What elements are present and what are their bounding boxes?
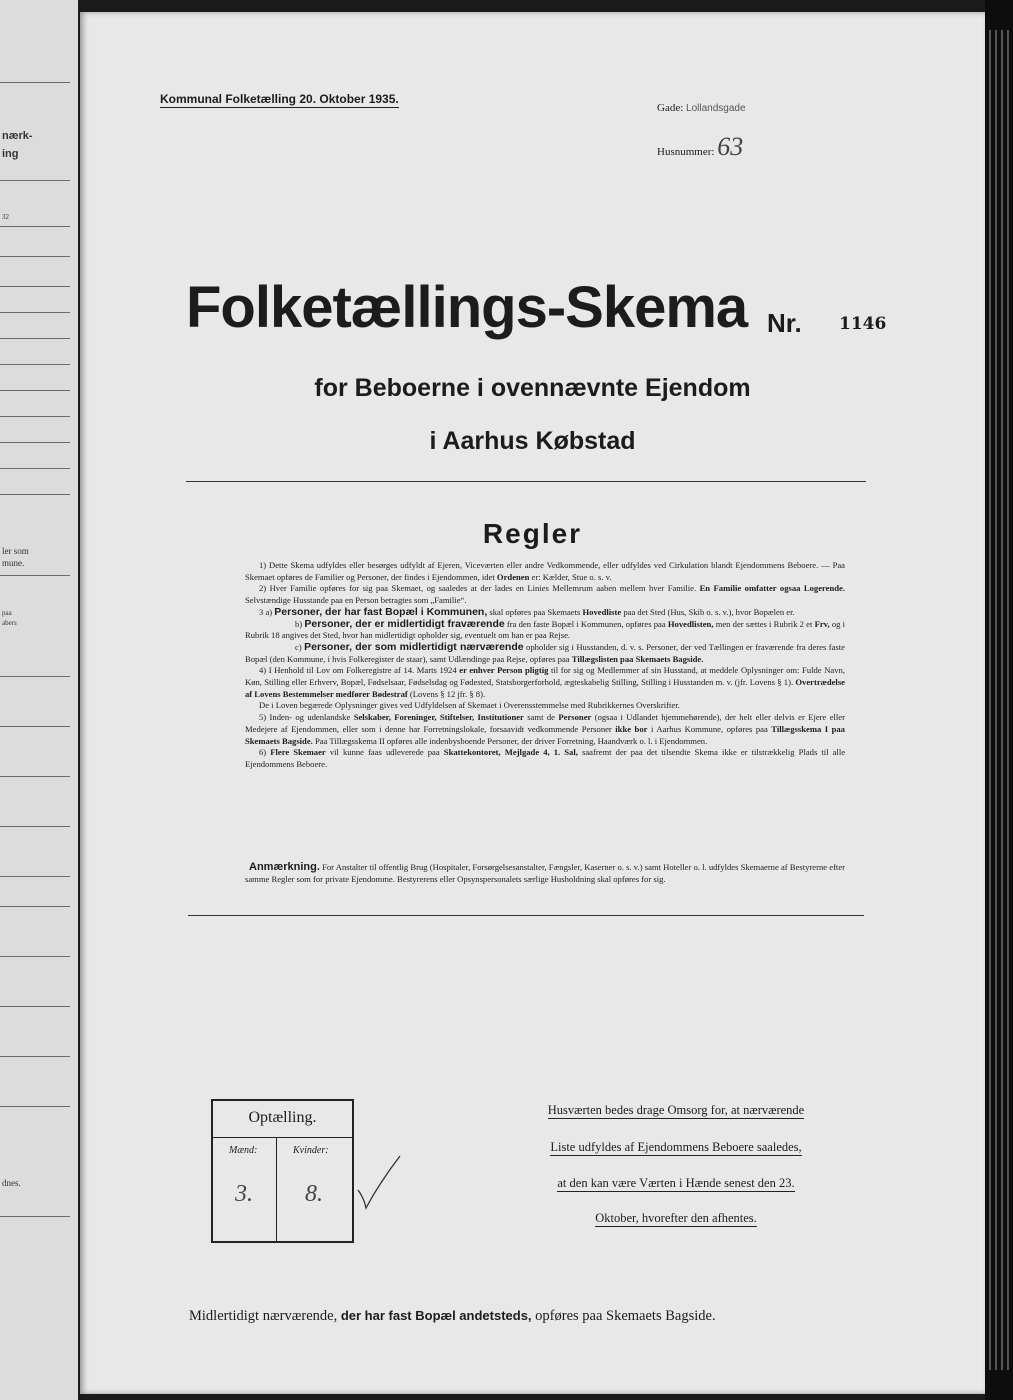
- ruled-line: [0, 726, 70, 727]
- margin-text: paa: [2, 609, 12, 617]
- divider: [188, 915, 864, 916]
- annotation-text: For Anstalter til offentlig Brug (Hospitaler, Forsørgelsesanstalter, Fængsler, Kaserner o. s. v.) samt Hoteller o. l. udfyldes Skemaerne af Bestyrerne efter samme Regler som for private Ejendomme. Bestyrerens eller Opsynspersonalets særlige Husholdning skal opføres for sig.: [245, 862, 845, 884]
- form-title: Folketællings-Skema: [186, 275, 748, 340]
- margin-text: 32: [2, 213, 9, 221]
- form-location: i Aarhus Købstad: [429, 427, 636, 455]
- margin-text: mune.: [2, 558, 25, 568]
- ruled-line: [0, 82, 70, 83]
- check-mark: [354, 1152, 404, 1212]
- rule-3c: c) Personer, der som midlertidigt nærværende opholder sig i Husstanden, d. v. s. Personer, der ved Tællingen er fraværende fra deres faste Bopæl (den Kommune, i hvis Folkeregister de staar), samt Udlændinge paa Rejse, opføres paa Tillægslisten paa Skemaets Bagside.: [245, 640, 845, 664]
- ruled-line: [0, 180, 70, 181]
- page-edge-line: [995, 30, 997, 1370]
- ruled-line: [0, 1216, 70, 1217]
- ruled-line: [0, 906, 70, 907]
- rules-heading: Regler: [482, 518, 583, 549]
- rule-6: 6) Flere Skemaer vil kunne faas udleverede paa Skattekontoret, Mejlgade 4, 1. Sal, saafremt der paa det tilsendte Skema ikke er tilstrækkelig Plads til alle Ejendommens Beboere.: [245, 747, 846, 769]
- margin-text: ing: [2, 148, 19, 160]
- ruled-line: [0, 956, 70, 957]
- book-edge: [985, 0, 1013, 1400]
- footer-note: Midlertidigt nærværende, der har fast Bopæl andetsteds, opføres paa Skemaets Bagside.: [189, 1308, 716, 1324]
- page-edge-line: [1007, 30, 1009, 1370]
- rules-text: [245, 560, 845, 771]
- rule-1: 1) Dette Skema udfyldes eller besørges udfyldt af Ejeren, Viceværten eller andre Vedkommende, eller udfyldes ved Cirkulation blandt Ejendommens Beboere. — Paa Skemaet opføres de Familier og Personer, der findes i Ejendommen, idet Ordenen er: Kælder, Stue o. s. v.: [245, 560, 845, 582]
- ruled-line: [0, 364, 70, 365]
- rule-2: 2) Hver Familie opføres for sig paa Skemaet, og saaledes at der lades en Linies Mellemrum aaben mellem hver Familie. En Familie omfatter ogsaa Logerende. Selvstændige Husstande paa en Person betragtes som „Familie“.: [245, 583, 846, 606]
- form-number-value: 1146: [839, 314, 887, 334]
- rule-3b: b) Personer, der er midlertidigt fraværende fra den faste Bopæl i Kommunen, opføres paa Hovedlisten, men der sættes i Rubrik 2 et Frv, og i Rubrik 18 angives det Sted, hvor han midlertidigt opholder sig, eventuelt om han er paa Rejse.: [245, 617, 846, 641]
- men-count: 3.: [235, 1181, 253, 1207]
- ruled-line: [0, 575, 70, 576]
- house-number-field: [657, 132, 743, 162]
- rule-5: 5) Inden- og udenlandske Selskaber, Foreninger, Stiftelser, Institutioner samt de Personer (ogsaa i Udlandet hjemmehørende), der helt eller delvis er Ejere eller Medejere af Ejendommen, eller som i denne har Forretningslokale, forsaavidt vedkommende Personer ikke bor i Aarhus Kommune, opføres paa Tillægsskema I paa Skemaets Bagside. Paa Tillægsskema II opføres alle indenbysboende Personer, der driver Forretning, Haandværk o. l. i Ejendommen.: [245, 712, 845, 746]
- ruled-line: [0, 1106, 70, 1107]
- street-field: [657, 102, 746, 114]
- page-edge-line: [1001, 30, 1003, 1370]
- ruled-line: [0, 442, 70, 443]
- notice-line: Liste udfyldes af Ejendommens Beboere saaledes,: [550, 1140, 802, 1154]
- page-edge-line: [989, 30, 991, 1370]
- census-header: Kommunal Folketælling 20. Oktober 1935.: [160, 92, 399, 106]
- annotation-note: [245, 862, 845, 885]
- women-count: 8.: [305, 1181, 323, 1207]
- census-form-page: [80, 12, 985, 1394]
- notice-line: at den kan være Værten i Hænde senest den 23.: [557, 1176, 795, 1190]
- house-number-value: 63: [717, 132, 744, 161]
- street-label: Gade:: [657, 102, 684, 114]
- left-page-fragment: [0, 0, 78, 1400]
- tally-divider: [213, 1137, 352, 1138]
- annotation-label: Anmærkning.: [249, 861, 320, 873]
- house-number-label: Husnummer:: [657, 146, 715, 158]
- tally-box: [211, 1099, 354, 1243]
- ruled-line: [0, 338, 70, 339]
- divider: [186, 481, 866, 482]
- form-subtitle: for Beboerne i ovennævnte Ejendom: [314, 374, 751, 402]
- ruled-line: [0, 494, 70, 495]
- notice-line: Husværten bedes drage Omsorg for, at nærværende: [547, 1103, 805, 1117]
- rule-4-note: De i Loven begærede Oplysninger gives ved Udfyldelsen af Skemaet i Overensstemmelse med Rubrikkernes Overskrifter.: [259, 700, 680, 711]
- ruled-line: [0, 1006, 70, 1007]
- ruled-line: [0, 676, 70, 677]
- ruled-line: [0, 256, 70, 257]
- ruled-line: [0, 826, 70, 827]
- form-number-label: Nr.: [767, 308, 802, 338]
- rule-4: 4) I Henhold til Lov om Folkeregistre af 14. Marts 1924 er enhver Person pligtig til for sig og Medlemmer af sin Husstand, at meddele Oplysninger om: Fulde Navn, Køn, Stilling eller Erhverv, Bopæl, Fødselsaar, Fødselsdag og Fødested, Statsborgerforhold, ægteskabelig Stilling, Stilling i Husstanden m. v. (jfr. Lovens § 1). Overtrædelse af Lovens Bestemmelser medfører Bødestraf (Lovens § 12 jfr. § 8).: [245, 665, 845, 699]
- ruled-line: [0, 776, 70, 777]
- ruled-line: [0, 468, 70, 469]
- notice-line: Oktober, hvorefter den afhentes.: [595, 1211, 757, 1225]
- tally-title: Optælling.: [248, 1109, 317, 1126]
- tally-column-divider: [276, 1137, 277, 1241]
- margin-text: ler som: [2, 546, 29, 556]
- ruled-line: [0, 390, 70, 391]
- street-value: Lollandsgade: [686, 103, 746, 114]
- ruled-line: [0, 416, 70, 417]
- margin-text: nærk-: [2, 130, 33, 142]
- ruled-line: [0, 226, 70, 227]
- margin-text: abers: [2, 619, 17, 627]
- women-label: Kvinder:: [293, 1145, 329, 1156]
- rule-3a: 3 a) Personer, der har fast Bopæl i Kommunen, skal opføres paa Skemaets Hovedliste paa det Sted (Hus, Skib o. s. v.), hvor Bopælen er.: [259, 605, 795, 618]
- ruled-line: [0, 876, 70, 877]
- margin-text: dnes.: [2, 1178, 21, 1188]
- ruled-line: [0, 312, 70, 313]
- ruled-line: [0, 1056, 70, 1057]
- men-label: Mænd:: [229, 1145, 258, 1156]
- ruled-line: [0, 286, 70, 287]
